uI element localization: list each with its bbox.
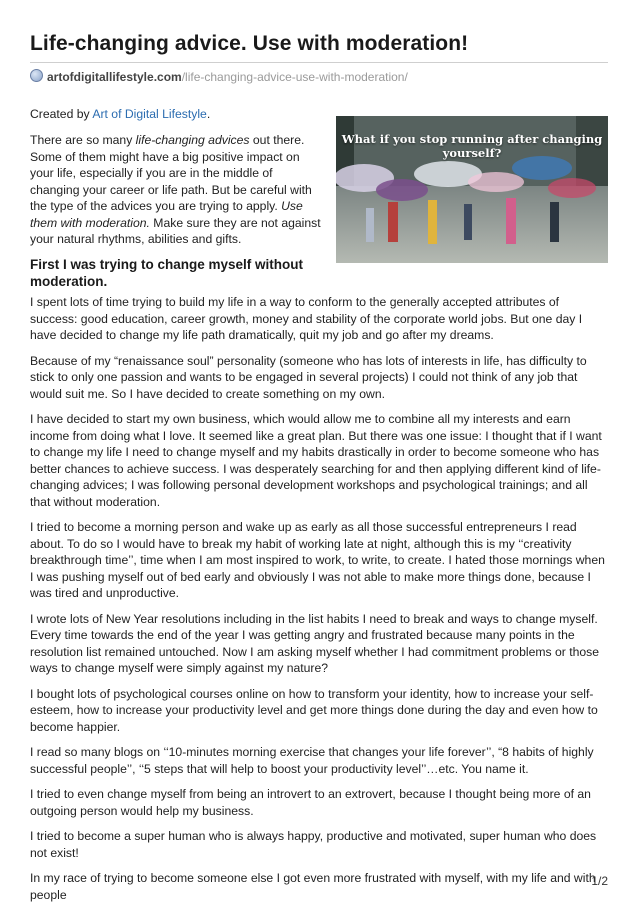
paragraph: I tried to become a super human who is always happy, productive and motivated, super human who does not exist!	[30, 829, 597, 860]
title-divider	[30, 62, 608, 63]
paragraph: I read so many blogs on ‘‘10-minutes morning exercise that changes your life forever’’, “8 habits of highly successful people’’, ‘‘5 steps that will help to boost your productivity level’’…etc. You name it.	[30, 745, 594, 776]
paragraph: In my race of trying to become someone else I got even more frustrated with myself, with my life and with people	[30, 871, 596, 902]
paragraph: I tried to become a morning person and wake up as early as all those successful entrepreneurs I read about. To do so I would have to break my habit of working late at night, although this is my ‘‘creativity breakthrough time’’, time when I am most inspired to work, to write, to create. I hated those mornings when I was pushing myself out of bed early and obviously I was not able to make more things done, because I was tired and unproductive.	[30, 520, 605, 600]
hero-image-caption: What if you stop running after changing yourself?	[341, 132, 603, 160]
paragraph: I have decided to start my own business, which would allow me to combine all my interests and earn income from doing what I love. It seemed like a great plan. But there was one issue: I thought that if I want to change my life I need to change myself and my habits drastically in order to become someone who has better chances to achieve success. I was desperately searching for and then applying different kind of life-changing advices; I was following personal development workshops and psychological trainings; and all that without moderation.	[30, 412, 602, 509]
paragraph: I tried to even change myself from being an introvert to an extrovert, because I thought being more of an outgoing person would help my business.	[30, 787, 591, 818]
intro-emphasis-1: life-changing advices	[135, 133, 250, 147]
section-heading: First I was trying to change myself without moderation.	[30, 257, 304, 289]
article-body	[30, 294, 608, 912]
created-prefix: Created by	[30, 107, 93, 121]
intro-text-1: There are so many	[30, 133, 136, 147]
paragraph: I spent lots of time trying to build my life in a way to conform to the generally accepted attributes of success: good education, career growth, money and stability of the corporate world jobs. But one day I have decided to change my life path dramatically, quit my job and go after my dreams.	[30, 295, 583, 342]
page-title: Life-changing advice. Use with moderation!	[30, 32, 469, 55]
intro-text-2: out there. Some of them might have a big positive impact on your life, especially if you are in the middle of changing your career or life path. But be careful with the type of the advices you are trying to apply.	[30, 133, 312, 213]
author-link[interactable]: Art of Digital Lifestyle	[92, 107, 207, 121]
intro-text-3: Make sure they are not against your natural rhythms, abilities and gifts.	[30, 215, 321, 246]
paragraph: Because of my “renaissance soul” personality (someone who has lots of interests in life, has difficulty to stick to only one passion and wants to be engaged in several projects) I could not think of any job that would suit me. So I have decided to create something on my own.	[30, 353, 587, 401]
paragraph: I bought lots of psychological courses online on how to transform your identity, how to increase your self-esteem, how to increase your productivity level and get more things done during the day and even how to become happier.	[30, 686, 598, 734]
source-domain-link[interactable]: artofdigitallifestyle.com	[47, 70, 182, 84]
page-number: 1/2	[591, 874, 608, 888]
hero-image	[336, 116, 608, 263]
created-suffix: .	[206, 107, 211, 121]
intro-paragraph	[30, 132, 325, 248]
intro-emphasis-2: Use them with moderation.	[30, 199, 303, 230]
source-line	[30, 69, 408, 85]
paragraph: I wrote lots of New Year resolutions including in the list habits I need to break and ways to change myself. Every time towards the end of the year I was getting angry and frustrated because many points in the resolution list remained untouched. Now I am asking myself whether I had commitment problems or those ways to change myself were simply against my nature?	[30, 611, 600, 675]
created-by-line	[30, 106, 210, 123]
source-path: /life-changing-advice-use-with-moderation/	[181, 70, 408, 84]
globe-icon	[30, 69, 43, 82]
